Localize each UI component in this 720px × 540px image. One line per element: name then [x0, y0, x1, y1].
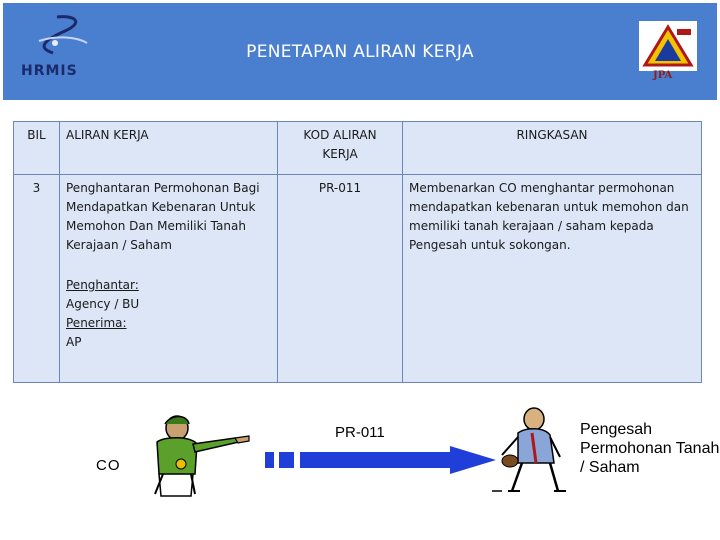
row-kod-aliran: PR-011: [318, 181, 362, 195]
pengesah-person-catching-icon: [488, 405, 578, 497]
flow-dash-2: [279, 452, 288, 468]
jpa-emblem-icon: [639, 21, 697, 71]
flow-arrow-icon: [300, 446, 496, 474]
header-ringkasan: RINGKASAN: [516, 128, 588, 142]
flow-dash-3: [288, 452, 294, 468]
sender-label: CO: [96, 457, 121, 474]
jpa-logo: [639, 21, 697, 87]
penghantar-value: Agency / BU: [66, 297, 140, 311]
co-person-pointing-icon: [135, 408, 255, 498]
penghantar-label: Penghantar:: [66, 278, 139, 292]
penerima-label: Penerima:: [66, 316, 127, 330]
header-banner: [3, 3, 717, 100]
hrmis-wordmark: HRMIS: [21, 63, 78, 79]
page-title: PENETAPAN ALIRAN KERJA: [246, 42, 474, 62]
row-ringkasan: Membenarkan CO menghantar permohonan mendapatkan kebenaran untuk memohon dan memiliki tanah kerajaan / saham kepada Pengesah untuk sokongan.: [409, 181, 689, 252]
penerima-value: AP: [66, 335, 82, 349]
jpa-wordmark: JPA: [653, 70, 673, 81]
header-bil: BIL: [27, 128, 46, 142]
table-row: [14, 175, 702, 383]
workflow-table: [13, 121, 702, 383]
receiver-label: Pengesah Permohonan Tanah / Saham: [580, 421, 720, 476]
header-kod-aliran-kerja: KOD ALIRAN KERJA: [303, 128, 377, 161]
flow-code-label: PR-011: [335, 424, 385, 441]
flow-dash-1: [265, 452, 274, 468]
row-aliran-kerja: Penghantaran Permohonan Bagi Mendapatkan Kebenaran Untuk Memohon Dan Memiliki Tanah Kerajaan / Saham: [66, 181, 260, 252]
table-header-row: [14, 122, 702, 175]
row-bil: 3: [32, 181, 41, 195]
header-aliran-kerja: ALIRAN KERJA: [66, 128, 149, 142]
